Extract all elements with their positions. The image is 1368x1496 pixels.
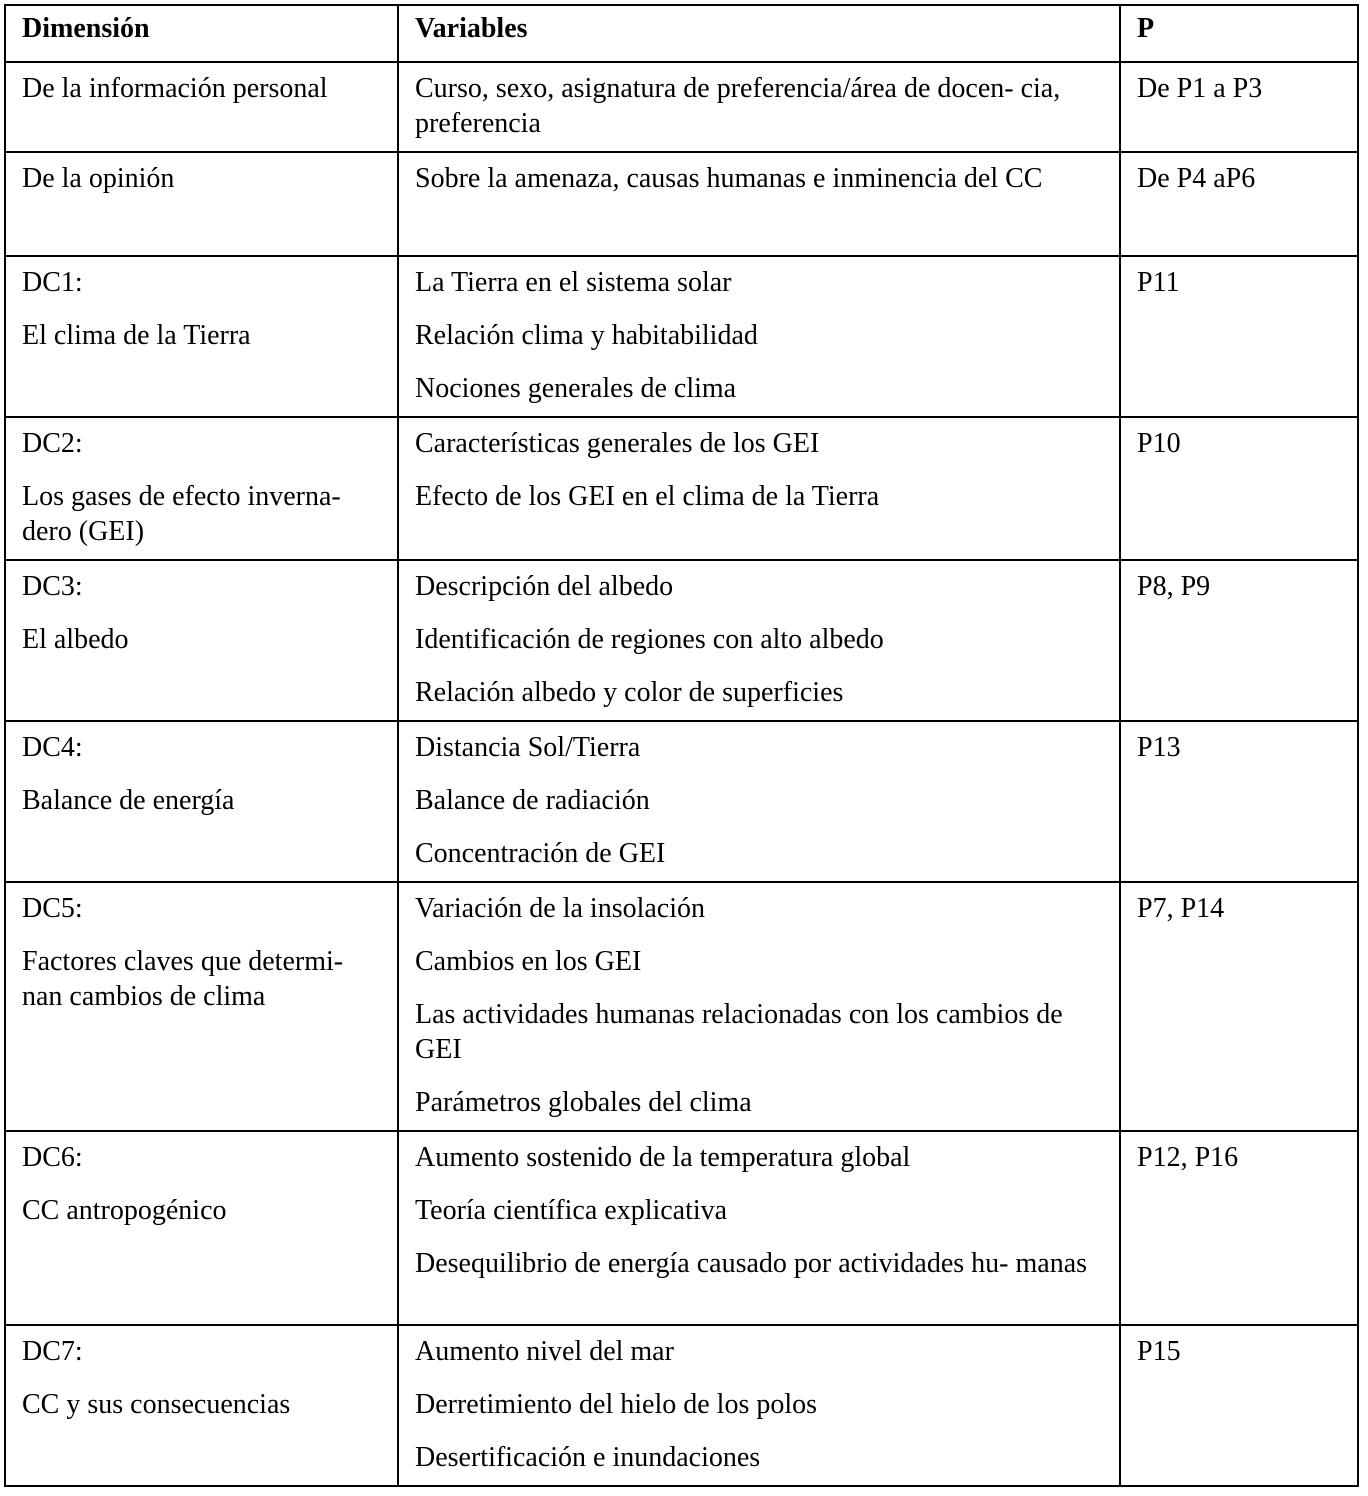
header-p: P [1120,5,1358,62]
p-cell [1120,62,1358,152]
p-text: P10 [1137,428,1181,459]
table-row [5,62,1358,152]
dimension-text: De la información personal [22,73,328,104]
dimension-text: Balance de energía [22,785,235,816]
dimension-text: El clima de la Tierra [22,320,251,351]
variables-cell [398,882,1120,1131]
p-text: P15 [1137,1336,1181,1367]
variable-text: Aumento nivel del mar [415,1336,674,1367]
dimension-text: DC6: [22,1142,83,1173]
variable-text: Balance de radiación [415,785,650,816]
variable-text: Variación de la insolación [415,893,706,924]
variable-text: Derretimiento del hielo de los polos [415,1389,818,1420]
p-text: P11 [1137,267,1180,298]
dimension-cell [5,882,398,1131]
dimension-cell [5,62,398,152]
dimension-text: DC4: [22,732,83,763]
variable-text: Identificación de regiones con alto albedo [415,624,884,655]
dimension-cell [5,1131,398,1325]
dimension-cell [5,417,398,560]
variable-text: Desequilibrio de energía causado por actividades hu- manas [415,1248,1088,1279]
variables-cell [398,417,1120,560]
variable-text: Sobre la amenaza, causas humanas e inminencia del CC [415,163,1043,194]
p-text: De P4 aP6 [1137,163,1256,194]
variable-text: Las actividades humanas relacionadas con los cambios de GEI [415,999,1063,1065]
dimension-text: DC2: [22,428,83,459]
dimension-text: Factores claves que determi- nan cambios de clima [22,946,344,1012]
dimension-cell [5,256,398,417]
variable-text: Relación clima y habitabilidad [415,320,758,351]
variable-text: Concentración de GEI [415,838,666,869]
table-row [5,417,1358,560]
table-row [5,560,1358,721]
variables-cell [398,721,1120,882]
p-cell [1120,152,1358,256]
p-cell [1120,721,1358,882]
dimension-text: De la opinión [22,163,175,194]
p-cell [1120,560,1358,721]
variable-text: Distancia Sol/Tierra [415,732,641,763]
variable-text: Características generales de los GEI [415,428,820,459]
dimension-text: Los gases de efecto inverna- dero (GEI) [22,481,341,547]
table-row [5,721,1358,882]
dimension-cell [5,1325,398,1486]
dimension-text: CC y sus consecuencias [22,1389,291,1420]
variable-text: Descripción del albedo [415,571,674,602]
variables-cell [398,1131,1120,1325]
variable-text: Curso, sexo, asignatura de preferencia/área de docen- cia, preferencia [415,73,1061,139]
dimensions-table [4,4,1359,1487]
dimension-text: DC3: [22,571,83,602]
header-variables: Variables [398,5,1120,62]
dimension-text: DC1: [22,267,83,298]
p-cell [1120,1131,1358,1325]
variable-text: Cambios en los GEI [415,946,642,977]
table-row [5,882,1358,1131]
p-text: P12, P16 [1137,1142,1239,1173]
variable-text: Parámetros globales del clima [415,1087,752,1118]
variable-text: Aumento sostenido de la temperatura global [415,1142,911,1173]
variables-cell [398,256,1120,417]
table-row [5,152,1358,256]
p-text: P7, P14 [1137,893,1225,924]
table-row [5,1325,1358,1486]
dimension-cell [5,721,398,882]
table-body [5,62,1358,1486]
header-dimension: Dimensión [5,5,398,62]
dimension-text: DC5: [22,893,83,924]
dimension-text: DC7: [22,1336,83,1367]
variable-text: Efecto de los GEI en el clima de la Tierra [415,481,880,512]
dimension-cell [5,152,398,256]
variable-text: Desertificación e inundaciones [415,1442,761,1473]
p-text: P13 [1137,732,1181,763]
variable-text: Teoría científica explicativa [415,1195,728,1226]
variables-cell [398,152,1120,256]
table-header [5,5,1358,62]
variables-cell [398,62,1120,152]
variable-text: Nociones generales de clima [415,373,737,404]
dimension-cell [5,560,398,721]
table-row [5,1131,1358,1325]
dimension-text: El albedo [22,624,129,655]
p-cell [1120,1325,1358,1486]
p-cell [1120,882,1358,1131]
variable-text: La Tierra en el sistema solar [415,267,732,298]
p-cell [1120,256,1358,417]
p-text: P8, P9 [1137,571,1211,602]
dimension-text: CC antropogénico [22,1195,227,1226]
variable-text: Relación albedo y color de superficies [415,677,844,708]
p-text: De P1 a P3 [1137,73,1263,104]
table-row [5,256,1358,417]
variables-cell [398,1325,1120,1486]
header-row [5,5,1358,62]
p-cell [1120,417,1358,560]
variables-cell [398,560,1120,721]
